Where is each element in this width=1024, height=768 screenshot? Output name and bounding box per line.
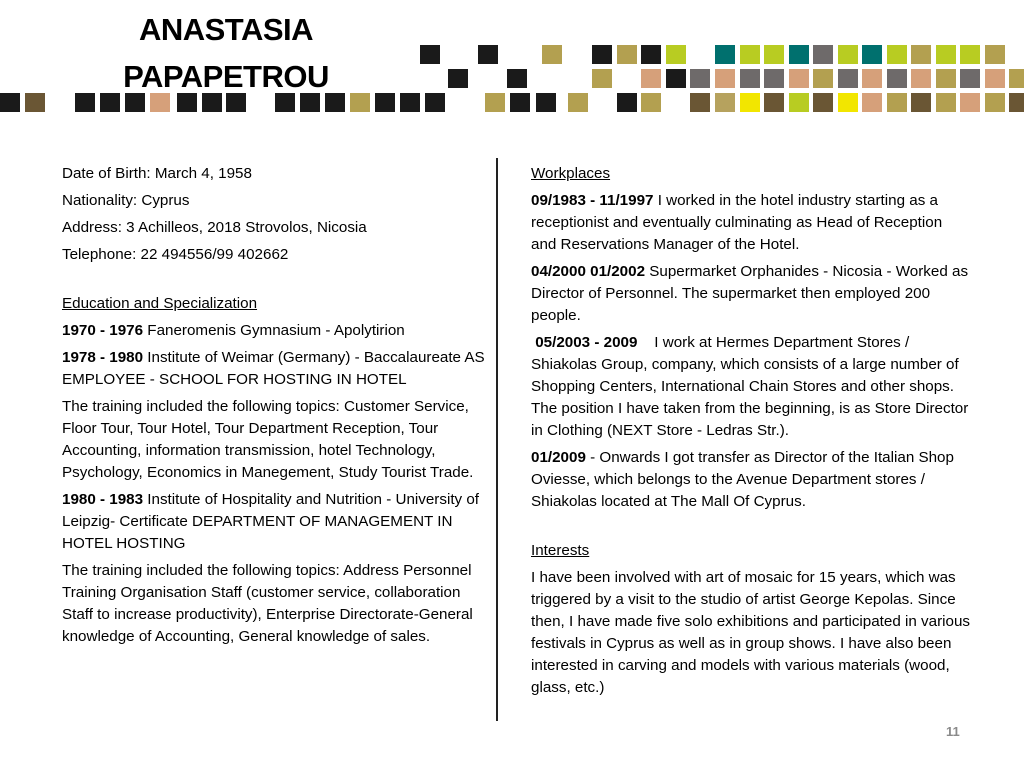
mosaic-tile — [764, 69, 784, 88]
mosaic-tile — [0, 93, 20, 112]
mosaic-tile — [536, 93, 556, 112]
mosaic-tile — [510, 93, 530, 112]
mosaic-tile — [507, 69, 527, 88]
mosaic-tile — [715, 93, 735, 112]
education-heading: Education and Specialization — [62, 295, 258, 312]
mosaic-tile — [25, 93, 45, 112]
mosaic-tile — [862, 45, 882, 64]
education-entry: 1980 - 1983 Institute of Hospitality and Nutrition - University of Leipzig- Certificate DEPARTMENT OF MANAGEMENT IN HOTEL HOSTING — [62, 491, 480, 552]
mosaic-tile — [592, 69, 612, 88]
mosaic-tile — [448, 69, 468, 88]
mosaic-tile — [911, 69, 931, 88]
mosaic-tile — [887, 93, 907, 112]
mosaic-tile — [617, 93, 637, 112]
education-training-note: The training included the following topics: Customer Service, Floor Tour, Tour Hotel, Tour Department Reception, Tour Accounting, information transmission, hotel Technology, Psychology, Economics in Manegement, Study Tourist Trade. — [62, 398, 474, 481]
mosaic-tile — [838, 69, 858, 88]
mosaic-tile — [813, 69, 833, 88]
mosaic-tile — [862, 69, 882, 88]
mosaic-tile — [960, 45, 980, 64]
mosaic-tile — [568, 93, 588, 112]
date-of-birth: Date of Birth: March 4, 1958 — [62, 165, 252, 182]
mosaic-tile — [960, 93, 980, 112]
mosaic-tile — [740, 45, 760, 64]
mosaic-tile — [911, 45, 931, 64]
mosaic-tile — [813, 45, 833, 64]
mosaic-tile — [617, 45, 637, 64]
telephone: Telephone: 22 494556/99 402662 — [62, 246, 289, 263]
mosaic-tile — [985, 69, 1005, 88]
mosaic-tile — [838, 45, 858, 64]
mosaic-tile — [641, 69, 661, 88]
mosaic-tile — [911, 93, 931, 112]
mosaic-tile — [936, 69, 956, 88]
mosaic-tile — [936, 93, 956, 112]
title-line-2: PAPAPETROU — [123, 59, 329, 94]
mosaic-tile — [936, 45, 956, 64]
mosaic-tile — [887, 69, 907, 88]
interests-heading: Interests — [531, 542, 590, 559]
mosaic-tile — [542, 45, 562, 64]
workplace-entry: 04/2000 01/2002 Supermarket Orphanides - Nicosia - Worked as Director of Personnel. The supermarket then employed 200 people. — [531, 263, 969, 324]
mosaic-tile — [1009, 93, 1024, 112]
workplace-entry: 09/1983 - 11/1997 I worked in the hotel industry starting as a receptionist and eventually culminating as Head of Reception and Reservations Manager of the Hotel. — [531, 192, 943, 253]
nationality: Nationality: Cyprus — [62, 192, 190, 209]
mosaic-tile — [715, 45, 735, 64]
mosaic-tile — [789, 93, 809, 112]
mosaic-tile — [666, 69, 686, 88]
mosaic-tile — [813, 93, 833, 112]
workplaces-heading: Workplaces — [531, 165, 611, 182]
mosaic-tile — [641, 45, 661, 64]
right-column — [531, 163, 977, 704]
mosaic-tile — [740, 93, 760, 112]
mosaic-tile — [420, 45, 440, 64]
mosaic-tile — [485, 93, 505, 112]
page-number: 11 — [946, 724, 960, 739]
mosaic-tile — [740, 69, 760, 88]
title-line-1: ANASTASIA — [138, 12, 314, 47]
education-training-note: The training included the following topics: Address Personnel Training Organisation Staff (customer service, collaboration Staff to increase productivity), Enterprise Directorate-General knowledge of Accounting, General knowledge of sales. — [62, 562, 473, 645]
mosaic-tile — [425, 93, 445, 112]
page-title — [96, 6, 356, 100]
mosaic-tile — [838, 93, 858, 112]
mosaic-tile — [75, 93, 95, 112]
mosaic-tile — [789, 45, 809, 64]
mosaic-tile — [592, 45, 612, 64]
left-column — [62, 163, 492, 653]
interests-text: I have been involved with art of mosaic for 15 years, which was triggered by a visit to the studio of artist George Kepolas. Since then, I have made five solo exhibitions and participated in various festivals in Cyprus as well as in group shows. I have also been interested in carving and models with various materials (wood, glass, etc.) — [531, 569, 971, 696]
mosaic-tile — [690, 93, 710, 112]
mosaic-tile — [666, 45, 686, 64]
mosaic-tile — [400, 93, 420, 112]
mosaic-tile — [985, 93, 1005, 112]
mosaic-tile — [715, 69, 735, 88]
column-divider — [496, 158, 498, 721]
mosaic-tile — [764, 45, 784, 64]
mosaic-tile — [478, 45, 498, 64]
mosaic-tile — [789, 69, 809, 88]
mosaic-tile — [887, 45, 907, 64]
address: Address: 3 Achilleos, 2018 Strovolos, Nicosia — [62, 219, 367, 236]
mosaic-tile — [862, 93, 882, 112]
workplace-entry: 05/2003 - 2009 I work at Hermes Department Stores / Shiakolas Group, company, which consists of a large number of Shopping Centers, International Chain Stores and other shops. The position I have taken from the beginning, is as Store Director in Clothing (NEXT Store - Ledras Str.). — [531, 334, 977, 439]
mosaic-tile — [690, 69, 710, 88]
mosaic-tile — [641, 93, 661, 112]
mosaic-tile — [1009, 69, 1024, 88]
mosaic-tile — [960, 69, 980, 88]
mosaic-tile — [764, 93, 784, 112]
education-entry: 1978 - 1980 Institute of Weimar (Germany) - Baccalaureate AS EMPLOYEE - SCHOOL FOR HOSTING IN HOTEL — [62, 349, 485, 388]
mosaic-tile — [985, 45, 1005, 64]
education-entry: 1970 - 1976 Faneromenis Gymnasium - Apolytirion — [62, 322, 405, 339]
mosaic-tile — [375, 93, 395, 112]
workplace-entry: 01/2009 - Onwards I got transfer as Director of the Italian Shop Oviesse, which belongs to the Avenue Department stores / Shiakolas located at The Mall Of Cyprus. — [531, 449, 954, 510]
